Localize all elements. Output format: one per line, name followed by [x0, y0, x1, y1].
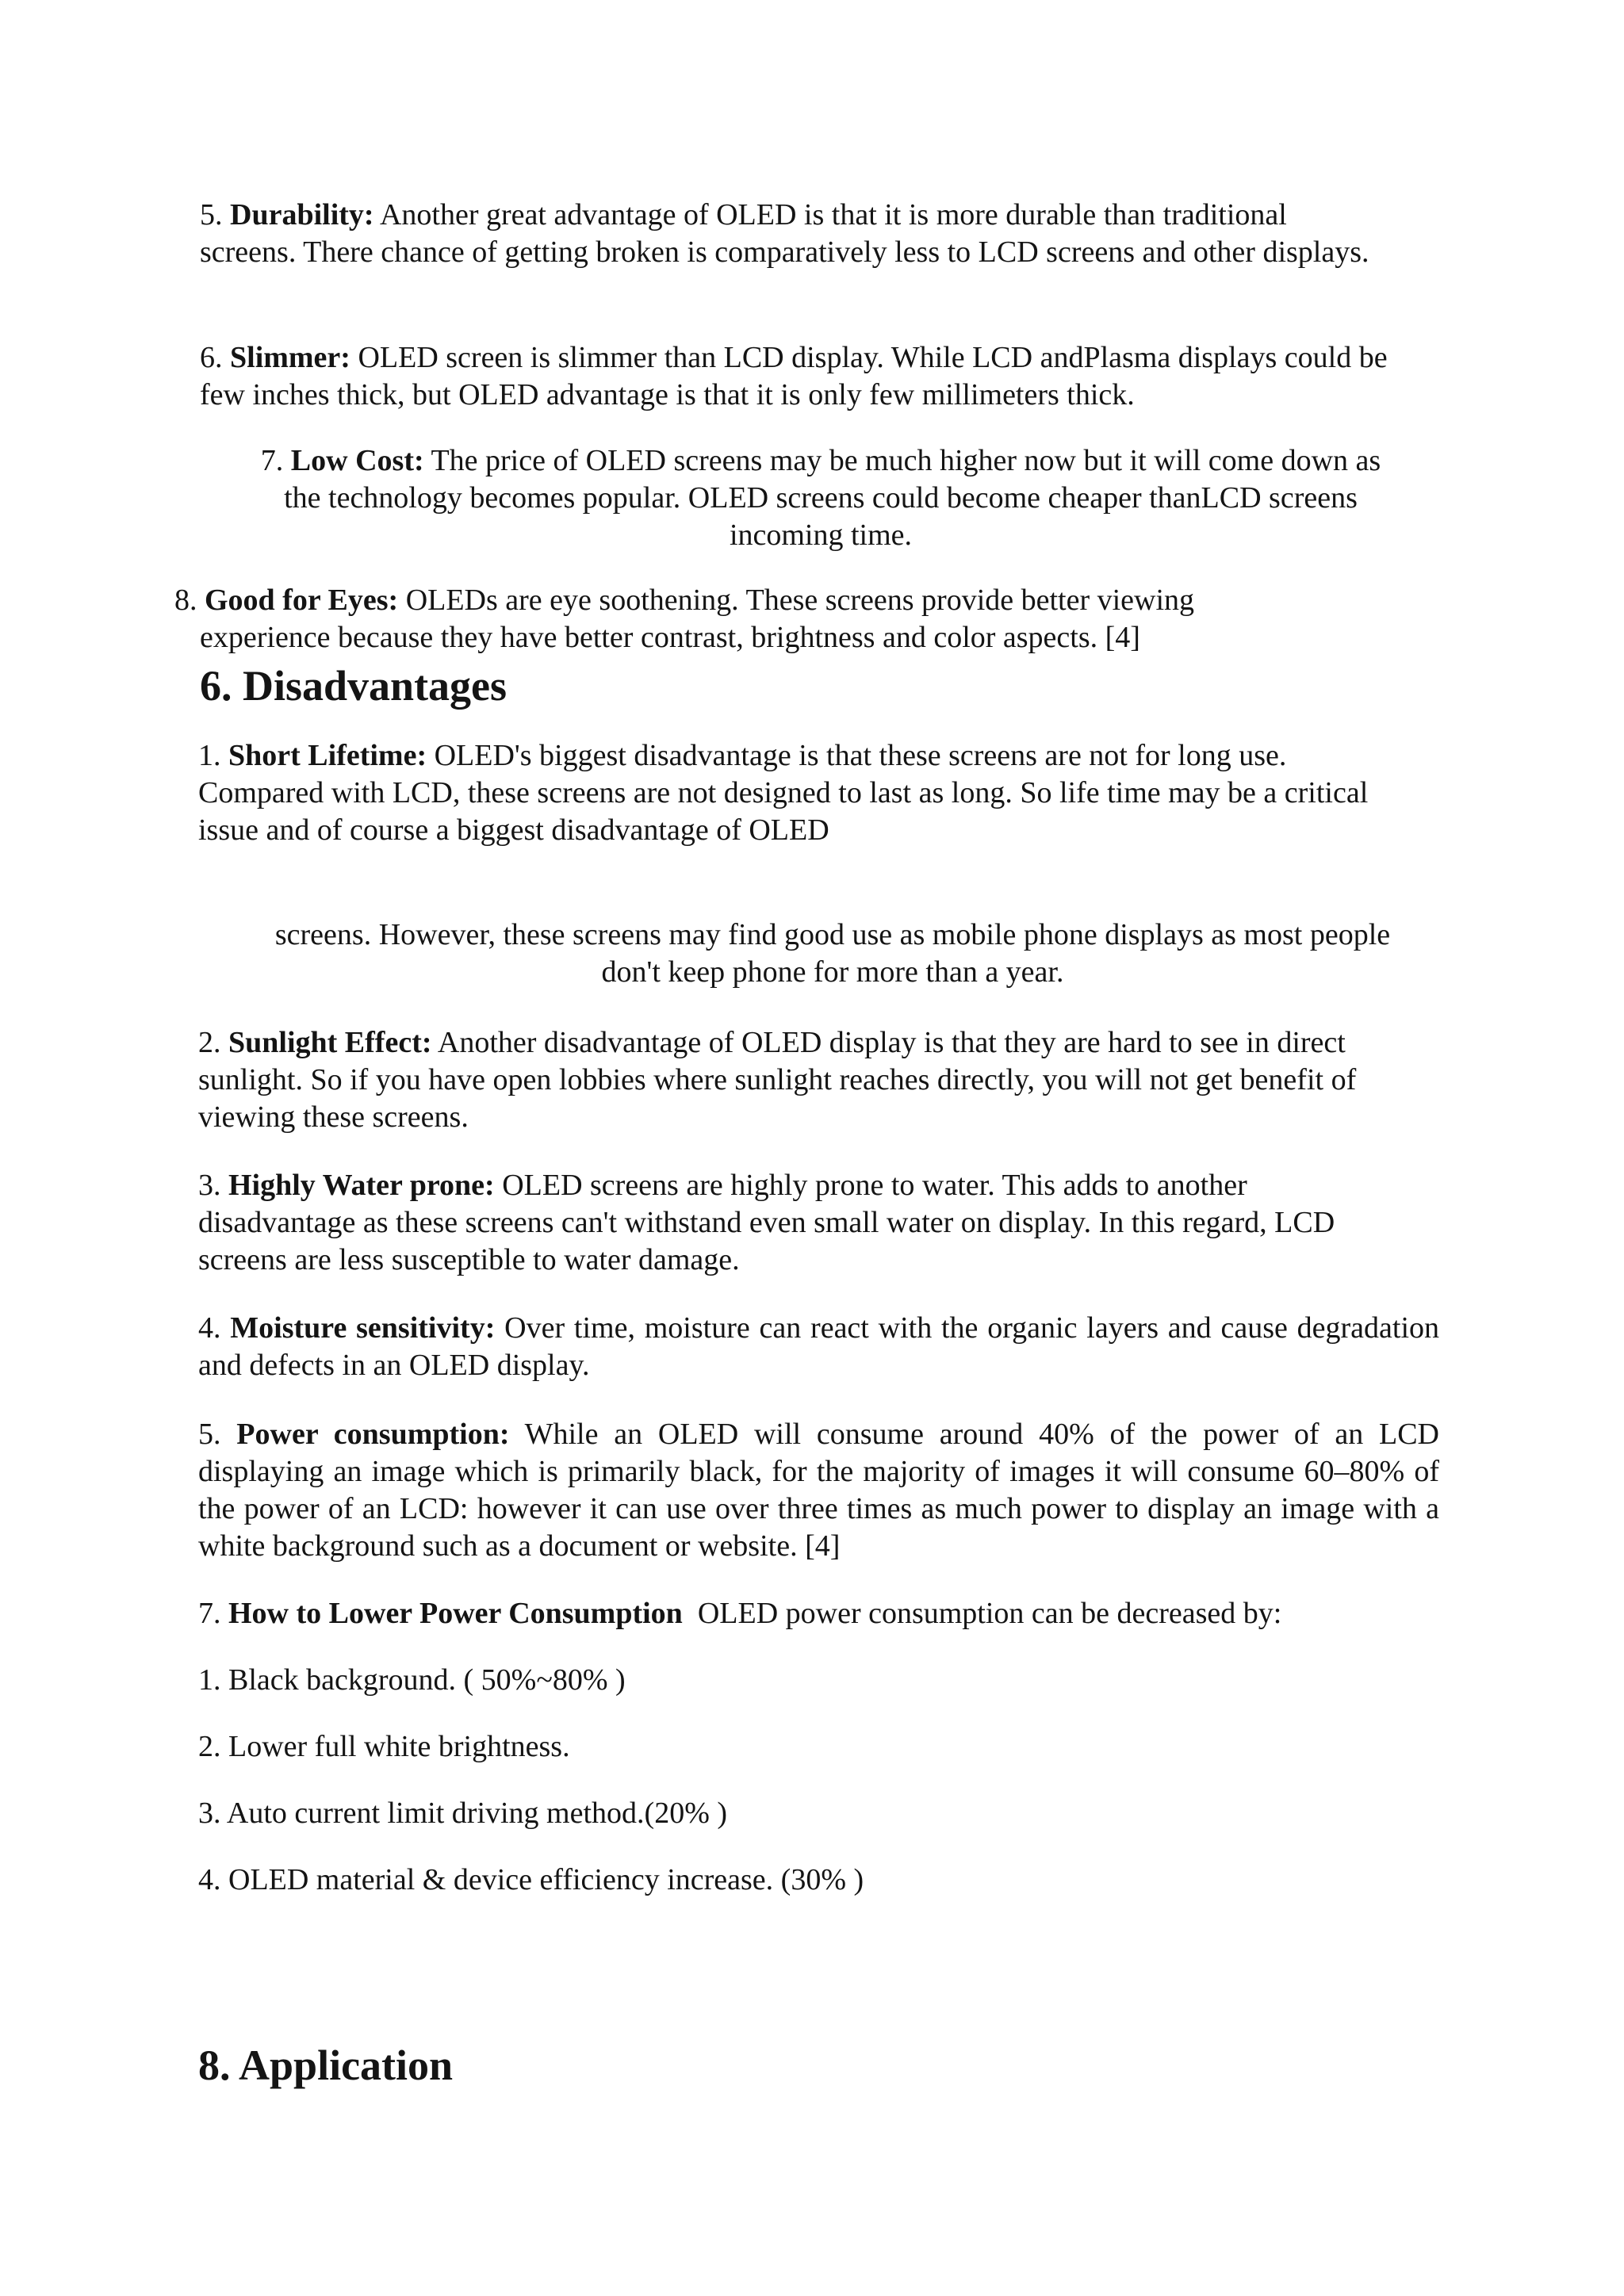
item-text-line2: experience because they have better contrast, brightness and color aspects. [4] — [200, 621, 1140, 654]
list-item: 4. OLED material & device efficiency increase. (30% ) — [198, 1863, 864, 1896]
list-item: 3. Auto current limit driving method.(20% ) — [198, 1797, 728, 1830]
item-number: 3. — [198, 1169, 221, 1202]
disadvantage-water-prone — [198, 1167, 1388, 1279]
item-number: 5. — [198, 1418, 221, 1451]
item-label: Sunlight Effect: — [228, 1026, 432, 1059]
item-text: OLED screens are highly prone to water. This adds to another disadvantage as these screens can't withstand even small water on display. In this regard, LCD screens are less susceptible to water damage. — [198, 1169, 1335, 1276]
advantage-durability — [200, 197, 1389, 271]
item-number: 4. — [198, 1311, 221, 1345]
item-number: 5. — [200, 198, 223, 232]
item-number: 1. — [198, 739, 221, 772]
item-text: OLED's biggest disadvantage is that these screens are not for long use. Compared with LCD, these screens are not designed to last as long. So life time may be a critical issue and of course a biggest disadvantage of OLED — [198, 739, 1369, 847]
item-text: Another disadvantage of OLED display is that they are hard to see in direct sunlight. So if you have open lobbies where sunlight reaches directly, you will not get benefit of viewing these screens. — [198, 1026, 1357, 1134]
item-text-line1: OLEDs are eye soothening. These screens provide better viewing — [405, 584, 1195, 617]
item-number: 8. — [174, 584, 197, 617]
item-number: 6. — [200, 341, 223, 374]
how-to-lower-power — [198, 1595, 1467, 1632]
list-item: 2. Lower full white brightness. — [198, 1730, 570, 1763]
item-number: 7. — [260, 444, 284, 477]
disadvantage-power-consumption — [198, 1416, 1439, 1565]
item-text: While an OLED will consume around 40% of the power of an LCD displaying an image which is primarily black, for the majority of images it will consume 60–80% of the power of an LCD: however it can use over three times as much power to display an image with a white background such as a document or website. [4] — [198, 1418, 1439, 1563]
section-heading-disadvantages: 6. Disadvantages — [200, 662, 508, 710]
disadvantage-short-lifetime — [198, 737, 1404, 849]
item-number: 2. — [198, 1026, 221, 1059]
disadvantage-short-lifetime-continued — [159, 916, 1507, 991]
disadvantage-sunlight-effect — [198, 1024, 1435, 1136]
continued-line2: don't keep phone for more than a year. — [601, 955, 1064, 989]
advantage-good-for-eyes — [174, 582, 1411, 656]
item-label: Good for Eyes: — [205, 584, 399, 617]
item-label: Durability: — [230, 198, 374, 232]
item-label: Highly Water prone: — [228, 1169, 495, 1202]
item-label: Low Cost: — [290, 444, 424, 477]
item-text: OLED screen is slimmer than LCD display. While LCD andPlasma displays could be few inches thick, but OLED advantage is that it is only few millimeters thick. — [200, 341, 1388, 411]
item-label: Power consumption: — [236, 1418, 510, 1451]
item-text: OLED power consumption can be decreased by: — [697, 1597, 1282, 1630]
section-heading-application: 8. Application — [198, 2042, 454, 2089]
item-label: How to Lower Power Consumption — [228, 1597, 683, 1630]
item-text-line2: the technology becomes popular. OLED screens could become cheaper thanLCD screens — [284, 481, 1358, 515]
item-text: Another great advantage of OLED is that it is more durable than traditional screens. There chance of getting broken is comparatively less to LCD screens and other displays. — [200, 198, 1369, 269]
disadvantage-moisture-sensitivity — [198, 1310, 1439, 1384]
item-label: Moisture sensitivity: — [230, 1311, 496, 1345]
item-text-line1: The price of OLED screens may be much higher now but it will come down as — [431, 444, 1381, 477]
item-label: Slimmer: — [230, 341, 350, 374]
advantage-slimmer — [200, 339, 1389, 414]
item-number: 7. — [198, 1597, 221, 1630]
item-text-line3: incoming time. — [729, 519, 913, 552]
list-item: 1. Black background. ( 50%~80% ) — [198, 1663, 626, 1697]
advantage-low-cost — [127, 442, 1515, 554]
item-text: Over time, moisture can react with the organic layers and cause degradation and defects in an OLED display. — [198, 1311, 1440, 1382]
item-label: Short Lifetime: — [228, 739, 427, 772]
continued-line1: screens. However, these screens may find good use as mobile phone displays as most people — [274, 918, 1391, 951]
